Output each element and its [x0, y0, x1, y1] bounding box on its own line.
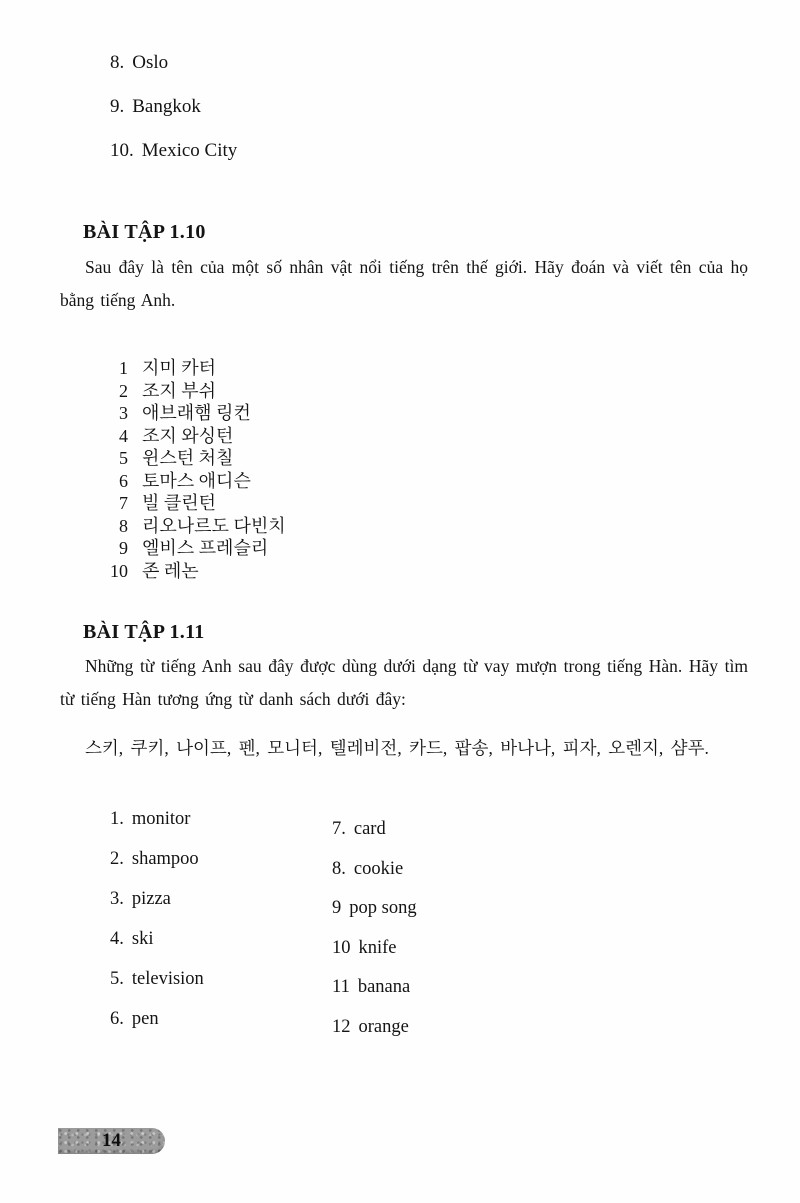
item-number: 5: [119, 448, 128, 468]
item-number: 9: [119, 538, 128, 558]
item-text: pop song: [349, 898, 417, 918]
item-number: 9.: [110, 96, 125, 117]
item-number: 2: [119, 380, 128, 401]
item-text: 빌 클린턴: [142, 493, 217, 513]
item-number: 7: [119, 493, 128, 513]
list-item: [98, 560, 286, 583]
item-text: 존 레논: [142, 560, 199, 581]
list-item: [110, 808, 204, 830]
list-item: [98, 402, 286, 425]
item-text: shampoo: [131, 849, 199, 869]
list-item: [332, 897, 417, 919]
item-text: 리오나르도 다빈치: [142, 515, 286, 536]
page-number-tab: [58, 1128, 165, 1154]
list-item: [110, 928, 204, 950]
item-text: ski: [131, 929, 154, 949]
item-number: 3: [119, 403, 128, 423]
item-text: card: [353, 819, 386, 839]
list-item: [332, 937, 417, 959]
item-text: pizza: [131, 889, 171, 909]
english-words-left-column: [110, 808, 204, 1030]
exercise-110-heading: BÀI TẬP 1.10: [83, 221, 206, 243]
list-item: [110, 888, 204, 910]
item-text: 조지 부쉬: [142, 380, 217, 401]
list-item: [332, 976, 417, 998]
item-number: 8: [119, 515, 128, 536]
list-item: [110, 52, 237, 74]
item-number: 10: [110, 560, 128, 581]
list-item: [98, 357, 286, 380]
item-number: 12: [332, 1016, 351, 1037]
list-item: [110, 968, 204, 990]
item-number: 5.: [110, 969, 124, 989]
list-item: [332, 1016, 417, 1038]
item-text: knife: [358, 937, 397, 958]
list-item: [98, 537, 286, 560]
list-item: [332, 858, 417, 880]
item-text: 지미 카터: [142, 358, 217, 378]
item-number: 9: [332, 898, 342, 918]
item-number: 1.: [110, 809, 124, 829]
top-answers-list: [110, 52, 237, 162]
item-text: 조지 와싱턴: [142, 425, 234, 446]
item-text: 윈스턴 처칠: [142, 448, 234, 468]
item-number: 6: [119, 470, 128, 491]
item-number: 3.: [110, 889, 124, 909]
item-text: orange: [358, 1016, 409, 1037]
item-text: Mexico City: [141, 140, 238, 161]
list-item: [98, 470, 286, 493]
item-number: 7.: [332, 819, 346, 839]
exercise-111-heading: BÀI TẬP 1.11: [83, 621, 205, 643]
item-number: 8.: [332, 858, 346, 879]
korean-names-list: [98, 357, 286, 582]
item-number: 4: [119, 425, 128, 446]
item-number: 2.: [110, 849, 124, 869]
item-number: 8.: [110, 52, 125, 73]
korean-word-bank: 스키, 쿠키, 나이프, 펜, 모니터, 텔레비전, 카드, 팝송, 바나나, 피자, 오렌지, 샴푸.: [85, 738, 709, 758]
list-item: [98, 380, 286, 403]
exercise-111-instruction: Những từ tiếng Anh sau đây được dùng dưới dạng từ vay mượn trong tiếng Hàn. Hãy tìm từ tiếng Hàn tương ứng từ danh sách dưới đây:: [60, 656, 748, 709]
item-text: Bangkok: [132, 96, 201, 117]
list-item: [98, 425, 286, 448]
list-item: [110, 96, 237, 118]
english-words-right-column: [332, 818, 417, 1038]
item-text: cookie: [353, 858, 404, 879]
item-text: 토마스 애디슨: [142, 470, 251, 491]
list-item: [110, 848, 204, 870]
list-item: [332, 818, 417, 840]
list-item: [98, 447, 286, 470]
item-number: 10.: [110, 140, 134, 161]
item-number: 1: [119, 358, 128, 378]
item-text: 애브래햄 링컨: [142, 403, 251, 423]
item-text: Oslo: [132, 52, 169, 73]
item-number: 4.: [110, 929, 124, 949]
list-item: [98, 492, 286, 515]
item-text: television: [131, 969, 204, 989]
item-text: pen: [131, 1009, 159, 1029]
list-item: [98, 515, 286, 538]
list-item: [110, 1008, 204, 1030]
item-number: 11: [332, 977, 350, 997]
item-text: banana: [357, 977, 411, 997]
exercise-110-instruction: Sau đây là tên của một số nhân vật nổi tiếng trên thế giới. Hãy đoán và viết tên của họ bằng tiếng Anh.: [60, 257, 748, 310]
page-number: 14: [102, 1130, 121, 1151]
item-text: 엘비스 프레슬리: [142, 538, 269, 558]
item-text: monitor: [131, 809, 191, 829]
item-number: 6.: [110, 1009, 124, 1029]
list-item: [110, 140, 237, 162]
item-number: 10: [332, 937, 351, 958]
